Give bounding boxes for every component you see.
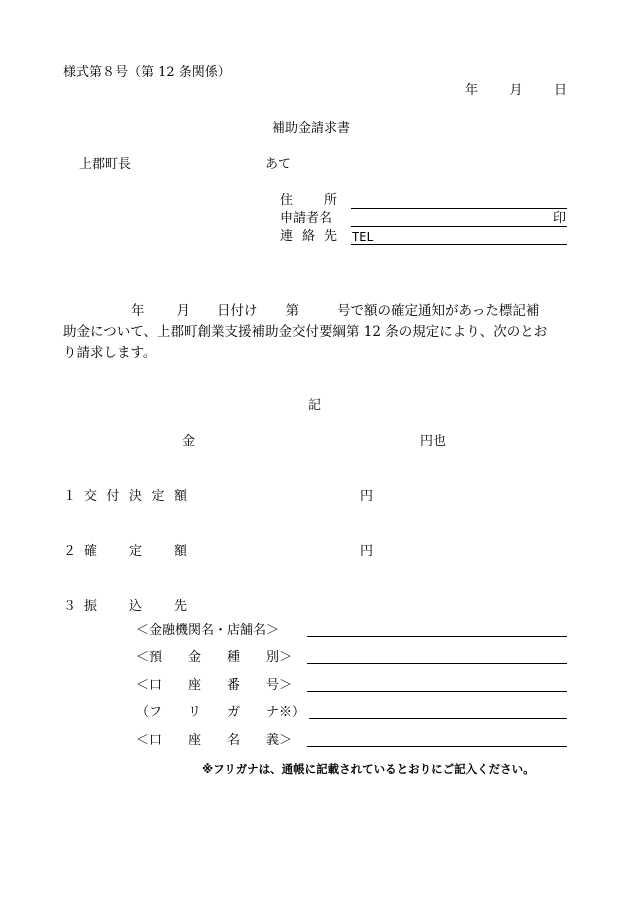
account-number-field[interactable] [307,691,567,692]
applicant-name-label: 申請者名 [280,211,333,226]
recipient-name: 上郡町長 [79,157,132,172]
furigana-note: ※フリガナは、通帳に記載されているとおりにご記入ください。 [202,762,535,776]
address-field[interactable] [351,208,567,209]
body-year: 年 [131,303,145,319]
item-1-unit: 円 [360,489,374,504]
body-line-3: り請求します。 [63,345,157,361]
form-id: 様式第８号（第 12 条関係） [63,65,231,80]
contact-label: 連 絡 先 [280,229,337,244]
contact-field[interactable] [351,244,567,245]
account-number-label: ＜口 座 番 号＞ [136,678,293,693]
account-type-field[interactable] [307,663,567,664]
date-fields [465,83,567,99]
amount-unit: 円也 [420,434,447,449]
seal-mark: 印 [553,211,567,226]
bank-institution-label: ＜金融機関名・店舗名＞ [136,623,280,638]
body-line-2: 助金について、上郡町創業支援補助金交付要綱第 12 条の規定により、次のとお [63,324,548,340]
bank-number: ３ [63,599,77,614]
contact-tel-prefix: TEL [352,230,374,244]
bank-label: 振 込 先 [84,599,187,614]
furigana-field[interactable] [309,718,567,719]
account-holder-field[interactable] [307,746,567,747]
applicant-name-field[interactable] [351,226,567,227]
body-line-1 [63,301,569,322]
date-year-label: 年 [465,83,479,98]
recipient-suffix: あて [265,157,292,172]
body-line-1-rest: 号で額の確定通知があった標記補 [337,303,540,319]
body-paragraph [63,301,569,364]
item-1-number: １ [63,489,77,504]
date-month-label: 月 [509,83,523,98]
item-2-number: ２ [63,544,77,559]
bank-institution-field[interactable] [307,636,567,637]
address-label: 住 所 [280,193,337,208]
item-1-label: 交 付 決 定 額 [84,489,187,504]
account-type-label: ＜預 金 種 別＞ [136,650,293,665]
body-day: 日付け [217,303,258,319]
item-2-unit: 円 [360,544,374,559]
document-title: 補助金請求書 [272,121,351,136]
body-no: 第 [285,303,299,319]
date-day-label: 日 [553,83,567,98]
furigana-label: （フ リ ガ ナ※） [136,705,306,720]
amount-label: 金 [182,434,196,449]
ki-heading: 記 [308,398,322,413]
account-holder-label: ＜口 座 名 義＞ [136,733,293,748]
body-month: 月 [176,303,190,319]
item-2-label: 確 定 額 [84,544,187,559]
